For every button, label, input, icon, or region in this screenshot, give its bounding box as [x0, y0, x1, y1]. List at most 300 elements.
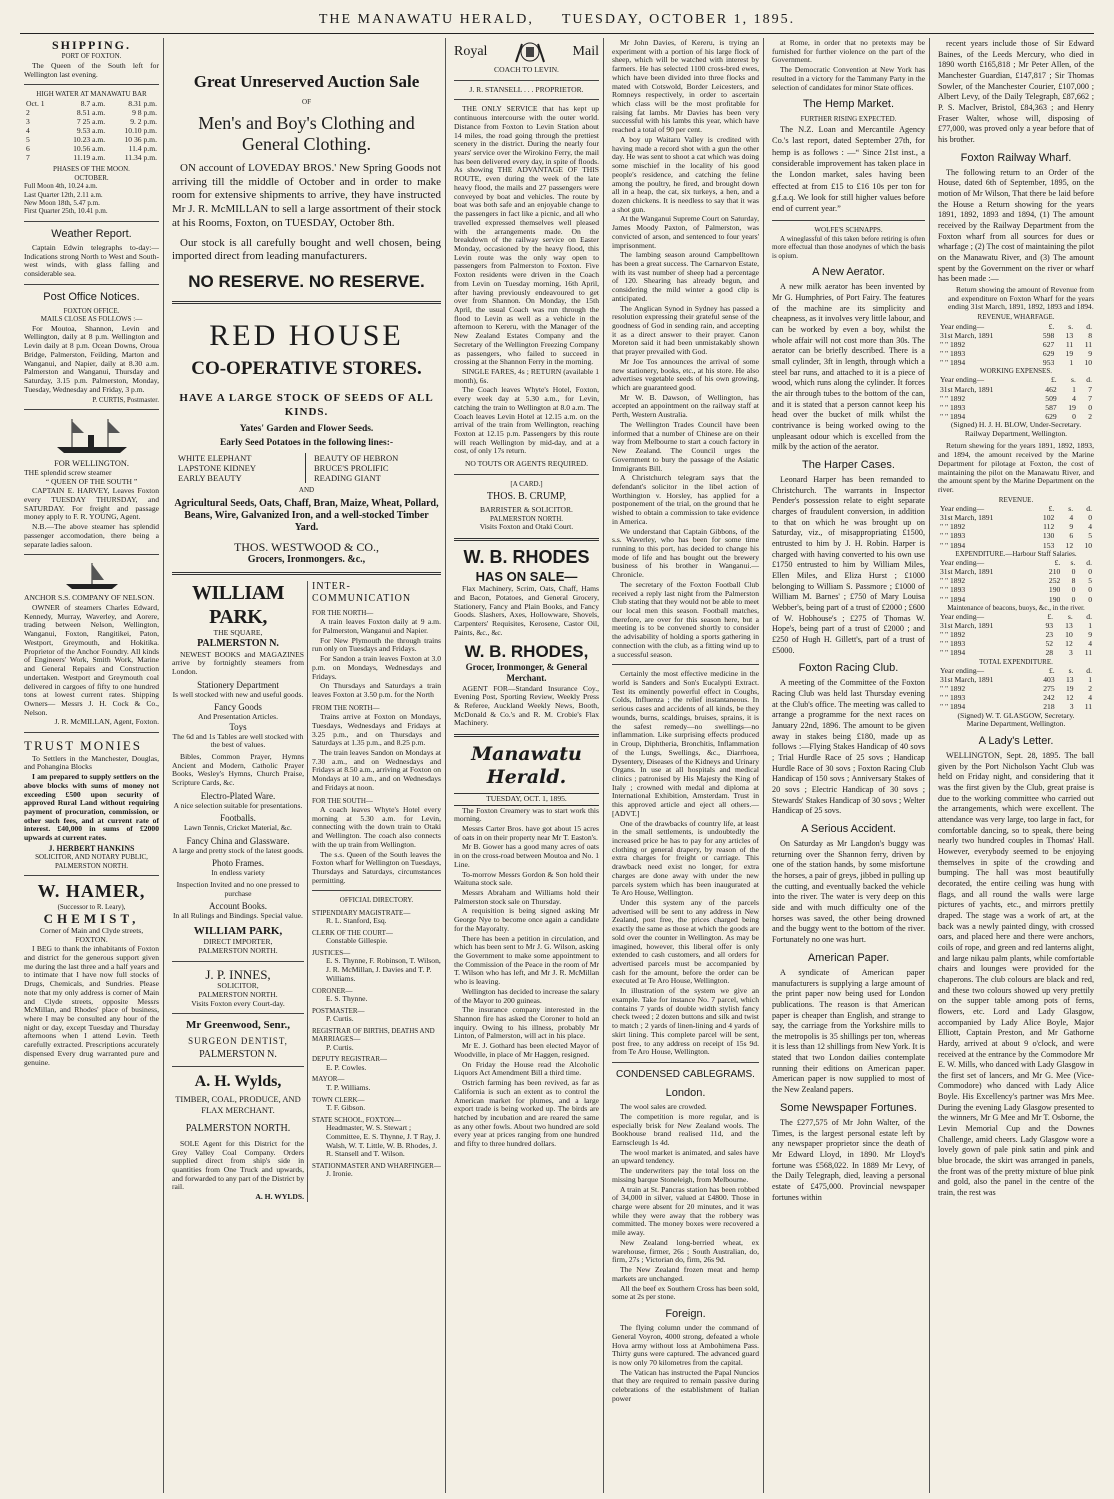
- london-title: London.: [665, 1086, 706, 1099]
- table-cell: d.: [1086, 558, 1092, 568]
- trust-sub: To Settlers in the Manchester, Douglas, and Pohangina Blocks: [24, 753, 159, 772]
- table-cell: " " 1892: [940, 630, 966, 640]
- table-cell: " " 1894: [940, 594, 966, 604]
- table-cell: 5: [1088, 531, 1092, 541]
- directory-holder: E. S. Thynne.: [326, 994, 368, 1004]
- weather-text: Captain Edwin telegraphs to-day:—Indications strong North to West and South-west winds, with glass falling and considerable sea.: [24, 242, 159, 279]
- directory-office: STATIONMASTER AND WHARFINGER—: [312, 1161, 441, 1170]
- hamer-title: W. HAMER,: [37, 881, 146, 902]
- high-water-title: HIGH WATER AT MANAWATU BAR: [36, 90, 147, 99]
- table-cell: 4: [1088, 693, 1092, 703]
- greenwood-town: PALMERSTON N.: [199, 1049, 277, 1061]
- news-1: Mr John Davies, of Kereru, is trying an experiment with a portion of his large flock of sheep, which will be watched with interest by farmers. He has selected 1100 cross-bred ewes, which have been divided into three flocks and mated with Cotswold, Border Leicesters, and Romneys respectively, in order to ascertain which class will be the most profitable for raising fat lambs. Mr Davies has been very successful with his lambs this year, which have reached a total of 90 per cent.: [612, 38, 759, 135]
- table-cell: 275: [1043, 684, 1055, 694]
- table-cell: 31st March, 1891: [940, 621, 994, 631]
- table-row: [938, 630, 1094, 639]
- table-cell: 6: [1069, 531, 1074, 541]
- table-cell: 8.7 a.m.: [80, 98, 106, 108]
- table-row: [938, 513, 1094, 522]
- official-directory: [312, 909, 441, 1179]
- table-cell: £.: [1048, 321, 1055, 331]
- directory-office: MAYOR—: [312, 1075, 345, 1084]
- table-cell: 13: [1065, 330, 1074, 340]
- table-cell: 210: [1048, 567, 1061, 577]
- from-north-2: The train leaves Sandon on Mondays at 7.30 a.m., and on Wednesdays and Fridays at 8.50 a.m., arriving at Foxton on Mondays at 10 a.m., and on Wednesdays and Fridays at noon.: [312, 748, 441, 792]
- table-cell: 252: [1048, 576, 1061, 586]
- hemp-text: The N.Z. Loan and Mercantile Agency Co.'s last report, dated September 27th, for hemp is as follows : —“ Since 21st inst., a considerable improvement has taken place in the London market, sales having been effected at from £15 to £16 10s per ton for g.f.a.q. We look for still higher values before end of current year.”: [772, 124, 925, 214]
- table-cell: d.: [1086, 504, 1092, 514]
- table-cell: 12: [1065, 693, 1074, 703]
- table-cell: s.: [1071, 375, 1076, 385]
- mail-label: Mail: [572, 43, 599, 59]
- table-cell: 627: [1042, 339, 1055, 349]
- table-row: [938, 340, 1094, 349]
- table-cell: 10.10 p.m.: [124, 125, 157, 135]
- moon-list: [24, 182, 159, 216]
- table-cell: 0: [1088, 402, 1092, 412]
- inspection: Inspection Invited and no one pressed to purchase: [176, 879, 300, 898]
- bibles-text: Bibles, Common Prayer, Hymns Ancient and Modern, Catholic Prayer Books, Wesley's Hymns, Church Praise, Scripture Cards, &c.: [172, 752, 304, 788]
- directory-holder: E. S. Thynne, F. Robinson, T. Wilson, J. R. McMillan, J. Davies and T. P. Williams.: [326, 956, 441, 983]
- table-cell: 11: [1084, 648, 1092, 658]
- table-cell: 1: [1069, 357, 1074, 367]
- herald-11: On Friday the House read the Alcoholic Liquors Act Amendment Bill a third time.: [454, 1059, 599, 1078]
- table-row: [938, 595, 1094, 604]
- south-1: A coach leaves Whyte's Hotel every morning at 5.30 a.m. for Levin, connecting with the down train to Otaki and Wellington. The coach also connects with the up train from Wellington.: [312, 805, 441, 849]
- table-cell: 9: [1069, 522, 1074, 532]
- tide-row: [24, 135, 159, 144]
- table-cell: 11.34 p.m.: [124, 153, 157, 163]
- directory-office: DEPUTY REGISTRAR—: [312, 1055, 387, 1064]
- table-cell: 242: [1043, 693, 1055, 703]
- table-row: [938, 403, 1094, 412]
- account-text: In all Rulings and Bindings. Special value.: [173, 911, 303, 921]
- table-cell: d.: [1086, 375, 1092, 385]
- table-cell: £.: [1048, 504, 1055, 514]
- foreign-title: Foreign.: [665, 1307, 706, 1320]
- table-cell: 102: [1042, 513, 1055, 523]
- account-books: Account Books.: [209, 901, 267, 912]
- hamer-location: Corner of Main and Clyde streets, FOXTON.: [39, 925, 144, 944]
- postmaster: P. CURTIS, Postmaster.: [92, 395, 159, 404]
- news-9: A Christchurch telegram says that the defendant's solicitor in the libel action of Worthington v. Horsley, has applied for a postponement of the trial, on the ground that he wished to obtain a commission to take evidence in America.: [612, 473, 759, 526]
- london-8: All the beef ex Southern Cross has been sold, some at 2s per stone.: [612, 1283, 759, 1302]
- frames-text: In endless variety: [211, 868, 265, 878]
- fortunes-title: Some Newspaper Fortunes.: [780, 1101, 917, 1114]
- auction-stock: Our stock is all carefully bought and well chosen, being imported direct from leading manufacturers.: [172, 236, 441, 263]
- port-label: PORT OF FOXTON.: [61, 52, 122, 61]
- electro-text: A nice selection suitable for presentations.: [173, 800, 303, 810]
- table-cell: " " 1893: [940, 531, 966, 541]
- wharfage-table: [938, 322, 1094, 368]
- table-cell: 153: [1042, 540, 1055, 550]
- chemist-title: CHEMIST,: [43, 911, 140, 927]
- and-label: AND: [298, 486, 315, 495]
- table-cell: 4: [1088, 522, 1092, 532]
- table-cell: " " 1893: [940, 348, 966, 358]
- table-cell: 1: [1088, 621, 1092, 631]
- coach-fares: SINGLE FARES, 4s ; RETURN (available 1 month), 6s.: [454, 367, 599, 385]
- china: Fancy China and Glassware.: [186, 835, 290, 846]
- wylds-sig: A. H. WYLDS.: [255, 1192, 304, 1202]
- table-cell: £.: [1050, 375, 1057, 385]
- directory-holder: E. P. Cowles.: [326, 1062, 367, 1072]
- news-8: The Wellington Trades Council have been informed that a number of Chinese are on their way from Melbourne to start a couch factory in New Zealand. The Council urges the Government to bury the passage of the Asiatic Immigrants Bill.: [612, 419, 759, 473]
- work-exp-title: WORKING EXPENSES.: [980, 367, 1052, 376]
- table-cell: 11.19 a.m.: [73, 153, 106, 163]
- news-5: The Anglican Synod in Sydney has passed a resolution expressing their grateful sense of the goodness of God in sending rain, and accepting it as a direct answer to their prayer. Canon Moreton said it had been unmistakably shown that prayer prevailed with God.: [612, 303, 759, 357]
- table-cell: 190: [1048, 594, 1061, 604]
- potato-right: [306, 453, 441, 484]
- wp-title: WILLIAM PARK,: [191, 581, 285, 628]
- moon-phase: First Quarter 25th, 10.41 p.m.: [24, 207, 108, 216]
- innes-title: J. P. INNES,: [205, 966, 271, 982]
- revenue-title: REVENUE.: [998, 495, 1034, 504]
- westwood-sub: Grocers, Ironmongers. &c.,: [247, 553, 366, 565]
- wylds-town: PALMERSTON NORTH.: [185, 1122, 291, 1134]
- table-cell: 8: [1071, 576, 1076, 586]
- advt-4: In illustration of the system we give an example. Take for instance No. 7 parcel, which contains 7 yards of double width stylish fancy check tweed ; 2 dozen buttons and silk and twist to match ; 2 yards of linen-lining and 4 yards of skirt lining. This complete parcel will be sent, post free, to any address on receipt of 15s 9d. from Te Aro House, Wellington.: [612, 986, 759, 1057]
- table-row: [938, 375, 1094, 384]
- table-cell: Year ending—: [940, 321, 985, 331]
- table-cell: s.: [1068, 321, 1074, 331]
- dentist-label: SURGEON DENTIST,: [188, 1035, 288, 1046]
- wharf-title: Foxton Railway Wharf.: [960, 151, 1072, 164]
- table-cell: d.: [1086, 665, 1092, 675]
- table-cell: " " 1892: [940, 576, 966, 586]
- for-north: FOR THE NORTH—: [312, 608, 374, 617]
- potato-variety: READING GIANT: [314, 472, 381, 483]
- table-row: [938, 541, 1094, 550]
- herald-12: Ostrich farming has been revived, as far as California is such an extent as to control the American market for plumes, and a large export trade is being worked up. The birds are hatched by incubation and are reared the same as any other fowls. About two hundred are sold every year at prices ranging from one hundred and fifty to three hundred dollars.: [454, 1078, 599, 1149]
- table-row: [938, 358, 1094, 367]
- intercommunication: [308, 581, 441, 1202]
- foreign-3: at Rome, in order that no pretexts may be furnished for further violence on the part of the Government.: [772, 38, 925, 65]
- table-cell: 0: [1072, 411, 1076, 421]
- china-text: A large and pretty stock of the latest goods.: [172, 845, 304, 855]
- table-cell: " " 1893: [940, 402, 966, 412]
- pilotage-revenue-table: [938, 504, 1094, 550]
- moon-phase: Full Moon 4th, 10.24 a.m.: [24, 182, 98, 191]
- table-cell: Year ending—: [940, 612, 985, 622]
- table-cell: Year ending—: [940, 375, 985, 385]
- table-cell: 218: [1043, 702, 1055, 712]
- stationery-text: Is well stocked with new and useful goods.: [172, 689, 304, 699]
- crump-card: [A CARD.]: [510, 479, 543, 488]
- table-cell: 31st March, 1891: [940, 330, 994, 340]
- table-cell: " " 1892: [940, 684, 966, 694]
- table-cell: 52: [1045, 639, 1054, 649]
- table-cell: 19: [1068, 402, 1076, 412]
- directory-holder: T. P. Williams.: [326, 1082, 371, 1092]
- table-row: [938, 322, 1094, 331]
- table-cell: 1: [1072, 384, 1076, 394]
- rhodes-has-on: HAS ON SALE—: [475, 568, 578, 584]
- table-cell: £.: [1054, 558, 1061, 568]
- table-cell: 31st March, 1891: [940, 567, 994, 577]
- paper-title: American Paper.: [807, 951, 890, 964]
- rhodes-list: Flax Machinery, Scrim, Oats, Chaff, Hams and Bacon, Potatoes, and General Grocery, Stationery, Fancy and Plain Books, and Fancy Goods. Slashers, Axes, Hollowware, Shovels, Carpenters' Requisites, Kerosene, Castor Oil, Paints, &c., &c.: [454, 584, 599, 637]
- table-cell: 10.56 a.m.: [73, 144, 106, 154]
- accident-text: On Saturday as Mr Langdon's buggy was returning over the Shannon ferry, driven by one of the station hands, by some misfortune the horses, a pair of greys, jibbed in pulling up the cutting, and eventually backed the vehicle into the river. The water is very deep on this side and with much difficulty one of the horses was saved, the other being drowned and the buggy went to the bottom of the river. Fortunately no one was hurt.: [772, 839, 925, 945]
- auction-clothing: Men's and Boy's Clothing and General Clothing.: [198, 112, 415, 155]
- crump-barrister: BARRISTER & SOLICITOR.: [480, 505, 573, 515]
- wylds-title: A. H. Wylds,: [194, 1073, 282, 1091]
- harper-text: Leonard Harper has been remanded to Christchurch. The warrants in Inspector Pender's possession relate to eight separate charges of fraudulent conversion, in addition to that on which he was brought up on Saturday, viz., of misappropriating £1500, entrusted to him by J. H. Robin. Harper is charged with having converted to his own use £1750 entrusted to him by William Miles, Ellen Miles, and Eliza Hurst ; £1000 belonging to William S. Passmore ; £1000 of William M. Barnes' ; £750 of Mary Louisa Webber's, being part of a trust of £2000 ; £600 of W. Hobhouse's ; £275 of Thomas W. Hope's, being part of a trust of £2000 ; and £250 of Hugh H. Gillett's, part of a trust of £5000.: [772, 475, 925, 655]
- london-5: A train at St. Pancras station has been robbed of 34,000 in silver, valued at £4800. Those in charge were absent for 20 minutes, and it was while they were away that the robbery was committed. The money boxes were recovered a mile away.: [612, 1184, 759, 1238]
- foreign-4: The Democratic Convention at New York has resulted in a victory for the Tammany Party in the selection of candidates for minor State offices.: [772, 65, 925, 92]
- table-cell: Year ending—: [940, 665, 985, 675]
- coach-text: THE ONLY SERVICE that has kept up continuous intercourse with the outer world. Distance from Foxton to Levin Station about 14 miles, the road going through the prettiest scenery in the district. During the nearly four years' service over the Wirokino Ferry, the mail has been delivered every day, in spite of floods. As showing THE ADVANTAGE OF THIS ROUTE, even during the week of the late heavy flood, the mails and 27 passengers were conveyed by boat and vehicles. The route by boat was both safe and an enjoyable change to the passengers in fact like a picnic, and all who travelled expressed themselves well pleased with the arrangements made. On the breakdown of the railway service on Easter Monday, occasioned by the heavy flood, this Levin route was the only way open to passengers from Palmerston to Foxton. Five Foxton residents were driven in the Coach from Levin on Tuesday morning, 16th April, after having previously endeavoured to get over from Shannon. On Monday, the 15th April, the usual Coach was run through the flood to Levin as well as a vehicle in the afternoon to Kereru, with the Manager of the New Zealand Estates Company and the Secretary of the Wellington Freezing Company as passengers, who failed to succeed in crossing at the Shannon Ferry in the morning.: [454, 104, 599, 367]
- news-2: A boy up Waitaru Valley is credited with having made a record shot with a gun the other day. He was sent to shoot a cat which was doing some mischief in the locality of his good people's residence, and catching the feline among the poultry, he fired, and brought down all in a heap, the cat, six turkeys, a hen, and a dozen chickens. It is needless to say that it was a shot gun.: [612, 134, 759, 214]
- table-cell: " " 1893: [940, 639, 966, 649]
- table-cell: 8: [1088, 330, 1092, 340]
- table-row: [938, 666, 1094, 675]
- presentation: And Presentation Articles.: [198, 712, 278, 722]
- auction-title: Great Unreserved Auction Sale: [193, 72, 420, 91]
- table-cell: 31st March, 1891: [940, 675, 994, 685]
- table-cell: 12: [1065, 540, 1074, 550]
- table-cell: 462: [1045, 384, 1057, 394]
- wp2-town: PALMERSTON NORTH.: [198, 945, 278, 955]
- innes-visit: Visits Foxton every Court-day.: [191, 998, 285, 1008]
- fortunes-text: The £277,575 of Mr John Walter, of the Times, is the largest personal estate left by any newspaper proprietor since the death of Mr Edward Lloyd, in 1890. Mr Lloyd's fortune was £568,022. In 1889 Mr Levy, of the Daily Telegraph, died, leaving a personal estate of £475,000. Provincial newspaper fortunes within: [772, 1117, 925, 1202]
- touts: NO TOUTS OR AGENTS REQUIRED.: [464, 459, 589, 469]
- potato-variety: EARLY BEAUTY: [178, 472, 242, 483]
- herald-6: A requisition is being signed asking Mr George Nye to become once again a candidate for the Mayoralty.: [454, 906, 599, 933]
- table-cell: 5: [26, 135, 30, 145]
- table-cell: 8.31 p.m.: [128, 98, 157, 108]
- news-7: Mr W. B. Dawson, of Wellington, has accepted an appointment on the railway staff at Perth, Western Australia.: [612, 392, 759, 420]
- directory-office: POSTMASTER—: [312, 1006, 365, 1015]
- table-cell: Oct. 1: [26, 98, 45, 108]
- beacons-table: [938, 612, 1094, 658]
- crump-title: THOS. B. CRUMP,: [486, 491, 567, 503]
- london-6: New Zealand long-berried wheat, ex warehouse, firmer, 26s ; South Australian, do, firm, 27s ; Victorian do, firm, 26s 9d.: [612, 1237, 759, 1265]
- wp2-importer: DIRECT IMPORTER,: [203, 937, 273, 947]
- table-row: [938, 684, 1094, 693]
- table-cell: 0: [1071, 594, 1076, 604]
- table-cell: 5: [1088, 576, 1092, 586]
- north-4: On Thursdays and Saturdays a train leaves Foxton at 3.50 p.m. for the North: [312, 681, 441, 700]
- table-cell: " " 1892: [940, 339, 966, 349]
- hamer-sub: (Successor to R. Leary),: [57, 902, 126, 911]
- table-cell: " " 1892: [940, 522, 966, 532]
- table-cell: 0: [1088, 567, 1092, 577]
- total-title: TOTAL EXPENDITURE.: [979, 657, 1053, 666]
- post-office: FOXTON OFFICE.: [63, 306, 120, 315]
- directory-office: STATE SCHOOL, FOXTON—: [312, 1115, 401, 1124]
- table-cell: 8.51 a.m.: [76, 107, 106, 117]
- news-11: The secretary of the Foxton Football Club received a reply last night from the Palmerston Club stating that they would not be able to meet our local men this season. Football matches, therefore, are over for this season here, but a meeting is to be convened shortly to consider the advisability of holding a sports gathering in connection with the club, as a fitting wind up to a successful season.: [612, 579, 759, 659]
- table-cell: 4: [1072, 393, 1076, 403]
- trust-text: I am prepared to supply settlers on the above blocks with sums of money not exceeding £500 upon security of approved Rural Land without requiring payment of procuration, commission, or other such fees, and at current rate of interest. £40,000 in sums of £2000 upwards at current rates.: [24, 772, 159, 843]
- table-cell: 7 25 a.m.: [76, 116, 106, 126]
- column-3: [450, 38, 604, 1493]
- table-cell: 11: [1065, 339, 1074, 349]
- herald-4: To-morrow Messrs Gordon & Son hold their Waituna stock sale.: [454, 869, 599, 888]
- tide-row: [24, 117, 159, 126]
- table-row: [938, 585, 1094, 594]
- table-row: [938, 522, 1094, 531]
- table-cell: 0: [1071, 585, 1076, 595]
- mails-text: For Moutoa, Shannon, Levin and Wellington, daily at 8 p.m. Wellington and Levin daily at 8 p.m. Ocean Downs, Oroua Bridge, Palmerston, Feilding, Marton and Wanganui, and Napier, daily at 8.30 a.m. Palmerston and Wanganui, Thursday and Saturday, 3.15 p.m. Palmerston, Monday, Tuesday, Wednesday and Friday, 3 p.m.: [24, 323, 159, 394]
- aerator-text: A new milk aerator has been invented by Mr G. Humphries, of Port Fairy. The features of the machine are its simplicity and cheapness, as it involves very little labour, and can be worked by even a boy, whilst the whole affair will not cost more than 30s. The aerator can be briefly described. There is a small cylinder, 3ft in length, through which a steel bar runs, and attached to it is a piece of wood, which runs along the cylinder. It forces the air through tubes to the bottom of the can, and it is stated that a person cannot keep his head over the bucket of milk whilst the contrivance is being worked owing to the unpleasant odour which is excelled from the milk by the action of the aerator.: [772, 282, 925, 452]
- table-cell: 629: [1042, 348, 1055, 358]
- directory-office: CLERK OF THE COURT—: [312, 928, 393, 937]
- aerator-title: A New Aerator.: [812, 266, 885, 279]
- fortunes-cont: recent years include those of Sir Edward Baines, of the Leeds Mercury, who died in 1890 worth £165,818 ; Mr Peter Allen, of the Manchester Guardian, £147,817 ; Sir Thomas Sowler, of the Manchester Courier, £107,000 ; Albert Levy, of the Daily Telegraph, £87,662 ; P. S. Maclver, Bristol, £84,363 ; and Henry Fraser Walter, whose will, disposing of £77,000, was proved only a year before that of his brother.: [938, 39, 1094, 144]
- wylds-text: SOLE Agent for this District for the Grey Valley Coal Company. Orders supplied direct from ship's side in quantities from One Truck and upwards, and forwarded to any part of the District by rail.: [172, 1138, 305, 1192]
- table-cell: 12: [1065, 639, 1073, 649]
- table-cell: 7: [26, 153, 30, 163]
- directory-holder: Constable Gillespie.: [326, 936, 388, 946]
- column-4: [608, 38, 764, 1493]
- table-cell: 9.53 a.m.: [76, 125, 106, 135]
- table-row: [938, 576, 1094, 585]
- table-cell: 629: [1045, 411, 1057, 421]
- directory-office: JUSTICES—: [312, 949, 351, 958]
- table-cell: 112: [1043, 522, 1055, 532]
- table-cell: 93: [1045, 621, 1054, 631]
- tide-row: [24, 144, 159, 153]
- anchor-title: ANCHOR S.S. COMPANY OF NELSON.: [24, 593, 155, 603]
- post-title: Post Office Notices.: [43, 290, 140, 303]
- potatoes-line: Early Seed Potatoes in the following lines:-: [219, 438, 394, 449]
- table-cell: s.: [1068, 504, 1074, 514]
- table-cell: 10 36 p.m.: [124, 135, 157, 145]
- wp-text: NEWEST BOOKS and MAGAZINES arrive by fortnightly steamers from London.: [172, 649, 304, 677]
- from-north: FROM THE NORTH—: [312, 703, 380, 712]
- greenwood-title: Mr Greenwood, Senr.,: [186, 1019, 290, 1032]
- directory-holder: Headmaster, W. S. Stewart ; Committee, E. S. Thynne, J. T Ray, J. Walsh, W. T. Little, W. B. Rhodes, J. R. Stansell and T. Wilson.: [326, 1123, 441, 1159]
- toys-text: The 6d and 1s Tables are well stocked with the best of values.: [172, 731, 304, 750]
- stationery: Stationery Department: [197, 679, 279, 690]
- table-row: [938, 648, 1094, 657]
- directory-holder: P. Curtis.: [326, 1014, 354, 1024]
- royal-label: Royal: [454, 43, 488, 59]
- moon-phase: New Moon 18th, 5.47 p.m.: [24, 198, 100, 207]
- rail-dept: Railway Department, Wellington.: [964, 428, 1068, 438]
- table-cell: 2: [1088, 411, 1092, 421]
- table-cell: Year ending—: [940, 504, 985, 514]
- stansell: J. R. STANSELL . . . PROPRIETOR.: [469, 84, 584, 94]
- column-5: [768, 38, 930, 1493]
- table-row: [938, 394, 1094, 403]
- table-row: [938, 621, 1094, 630]
- directory-office: STIPENDIARY MAGISTRATE—: [312, 908, 411, 917]
- crump-town: PALMERSTON NORTH.: [489, 515, 564, 524]
- rhodes-title-2: W. B. RHODES,: [464, 641, 589, 661]
- table-cell: 31st March, 1891: [940, 513, 994, 523]
- herald-masthead: Manawatu Herald.: [471, 743, 582, 788]
- innes-sol: SOLICITOR,: [217, 981, 259, 991]
- mails-heading: MAILS CLOSE AS FOLLOWS :—: [40, 315, 143, 324]
- table-cell: 10: [1084, 540, 1092, 550]
- accident-title: A Serious Accident.: [801, 822, 896, 835]
- table-row: [938, 693, 1094, 702]
- splendid: THE splendid screw steamer: [24, 467, 112, 477]
- table-row: [938, 675, 1094, 684]
- rhodes-sub: Grocer, Ironmonger, & General Merchant.: [465, 662, 588, 683]
- advt-2: One of the drawbacks of country life, at least in the small settlements, is undoubtedly the increased price he has to pay for any articles of clothing or general drapery, by reason of the extra charges for freight or carriage. This drawback need exist no longer, for extra charges are done away with under the new parcels system which has been inaugurated at Te Aro House, Wellington.: [612, 818, 759, 898]
- table-cell: 9 8 p.m.: [132, 107, 157, 117]
- table-cell: d.: [1086, 321, 1092, 331]
- agri-line: Agricultural Seeds, Oats, Chaff, Bran, Maize, Wheat, Pollard, Beans, Wire, Galvanized Iron, and a well-stocked Timber Yard.: [174, 497, 439, 533]
- rhodes-agent: AGENT FOR—Standard Insurance Coy., Evening Post, Sporting Review, Weekly Press & Referee, Auckland Weekly News, Booth, McDonald & Co.'s and R. M. Crobie's Flax Machinery.: [454, 683, 599, 728]
- moon-month: OCTOBER.: [74, 173, 109, 182]
- table-cell: 0: [1088, 585, 1092, 595]
- table-cell: 953: [1042, 357, 1055, 367]
- table-cell: 509: [1045, 393, 1057, 403]
- cables-title: CONDENSED CABLEGRAMS.: [616, 1068, 755, 1080]
- table-cell: 1: [1088, 675, 1092, 685]
- table-cell: 11: [1084, 702, 1092, 712]
- wolfe-title: WOLFE'S SCHNAPPS.: [814, 225, 883, 234]
- moon-title: PHASES OF THE MOON.: [53, 165, 130, 174]
- rev-wharf-title: REVENUE, WHARFAGE.: [977, 313, 1055, 322]
- auction-text: ON account of LOVEDAY BROS.' New Spring Goods not arriving till the middle of October and in order to make room for extensive shipments to arrive, they have instructed Mr J. R. McMILLAN to sell a large assortment of their stock at his Rooms, Foxton, on TUESDAY, October 8th.: [172, 161, 441, 229]
- tide-row: [24, 99, 159, 108]
- directory-holder: R. L. Stanford, Esq.: [326, 916, 387, 926]
- hemp-sub: FURTHER RISING EXPECTED.: [800, 114, 897, 123]
- signed-1: (Signed) H. J. H. BLOW, Under-Secretary.: [950, 420, 1082, 429]
- london-2: The competition is more regular, and is especially brisk for New Zealand wools. The Bookhouse brand realised 11d, and the Earnscleugh 1s 4d.: [612, 1111, 759, 1147]
- table-cell: 7: [1088, 384, 1092, 394]
- table-cell: 6: [26, 144, 30, 154]
- table-cell: 4: [1088, 639, 1092, 649]
- table-cell: 0: [1088, 513, 1092, 523]
- for-south: FOR THE SOUTH—: [312, 796, 373, 805]
- lady-text: WELLINGTON, Sept. 28, 1895. The ball given by the Port Nicholson Yacht Club was held on Friday night, and considering that it was the first given by the Club, great praise is due to the working committee who carried out the arrangements, which were excellent. The attendance was very large, too large in fact, for comfortable dancing, so to speak, there being nearly two hundred couples in Thomas' Hall. However, everybody seemed to be enjoying themselves in spite of the crowding and bumping. The hall was most beautifully decorated, the entire ceiling was hung with flags, and all round the walls were large pictures of yachts, etc., and mirrors prettily draped. The stage was a work of art, at the back was a newly painted dingy, with crossed oars, and placed here and there were anchors, coils of rope, and green and red lanterns alight, and large nikau palm plants, while comfortable chairs and lounges were provided for the chaperons. The club colours are black and red, and these two colours showed up very prettily on the supper table among pots of ferns, flowers, etc. Lord and Lady Glasgow, accompanied by Lady Alice Boyle, Major Elliott, Captain Preston, and Mr Gathorne Hardy, arrived at about 9 o'clock, and were received at the entrance by the Commodore Mr E. W. Mills, who danced with Lady Glasgow in the first set of lancers, and Mr G. Mee (Vice-Commodore) who danced with Lady Alice Boyle. His Excellency's partner was Mrs Mee. During the evening Lady Glasgow presented to the winners, Mr G Mee and Mr T. Osborne, the Levin Memorial Cup and the Downes Challenge, amid cheers. Lady Glasgow wore a lovely gown of pale pink satin and pink and blue brocade, the skirt was arranged in panels, the front was of the pretty mixture of blue pink and gold, also the panel in the centre of the train, the rest was: [938, 751, 1094, 1198]
- park-ad: [172, 581, 308, 1202]
- directory-office: REGISTRAR OF BIRTHS, DEATHS AND MARRIAGES—: [312, 1026, 435, 1044]
- directory-holder: P. Curtis.: [326, 1042, 354, 1052]
- footballs: Footballs.: [220, 813, 256, 824]
- table-row: [938, 349, 1094, 358]
- herald-7: There has been a petition in circulation, and which has been sent to Mr J. G. Wilson, asking the Government to make some appointment to the Commission of the Peace in the room of Mr T. Wilson who has left, and Mr J. R. McMillan who is leaving.: [454, 933, 599, 987]
- herald-2: Messrs Carter Bros. have got about 15 acres of oats in on their property near Mr T. Easton's.: [454, 823, 599, 842]
- table-row: [938, 612, 1094, 621]
- table-cell: 0: [1071, 567, 1076, 577]
- seeds-title: HAVE A LARGE STOCK OF SEEDS OF ALL KINDS.: [179, 392, 434, 418]
- red-house-title: RED HOUSE: [209, 318, 404, 352]
- queen-name: “ QUEEN OF THE SOUTH ”: [45, 476, 138, 486]
- herald-date: TUESDAY, OCT. 1, 1895.: [454, 793, 599, 806]
- table-cell: 598: [1042, 330, 1055, 340]
- news-3: At the Wanganui Supreme Court on Saturday, James Moody Paxton, of Palmerston, was convicted of arson, and sentenced to four years' imprisonment.: [612, 214, 760, 250]
- park-inter-row: [172, 581, 441, 1202]
- return-1: Return showing the amount of Revenue from and expenditure on Foxton Wharf for the years ending 31st March, 1891, 1892, 1893 and 1894.: [948, 284, 1094, 312]
- return-2: Return shewing for the years 1891, 1892, 1893, and 1894, the amount received by the Marine Department for pilotage at Foxton, the cost of maintaining the pilot on the Manawatu River, and the amount spent by the Marine Department on the river.: [938, 441, 1094, 495]
- anchor-agent: J. R. McMILLAN, Agent, Foxton.: [54, 717, 159, 727]
- masthead: [20, 8, 1094, 34]
- news-4: The lambing season around Campbelltown has been a great success. The Carnarvon Estate, with its vast number of sheep had a percentage of 120. Shearing has already begun, and considering the mild winter a good clip is anticipated.: [612, 250, 759, 303]
- table-cell: 9. 2 p.m.: [130, 116, 157, 126]
- nb-text: N.B.—The above steamer has splendid passenger accomodation, there being a separate ladies saloon.: [24, 522, 159, 549]
- foreign-2: The Vatican has instructed the Papal Nuncios that they are required to remain passive during celebrations of the establishment of Italian power: [612, 1367, 759, 1403]
- potato-varieties: [172, 453, 441, 484]
- herald-5: Messrs Abraham and Williams hold their Palmerston stock sale on Thursday.: [454, 887, 599, 906]
- table-cell: 403: [1043, 675, 1055, 685]
- table-cell: " " 1894: [940, 357, 966, 367]
- table-row: [938, 558, 1094, 567]
- potato-variety: BEAUTY OF HEBRON: [314, 452, 399, 463]
- table-cell: " " 1894: [940, 411, 966, 421]
- table-cell: " " 1894: [940, 648, 966, 658]
- tide-row: [24, 153, 159, 162]
- table-row: [938, 504, 1094, 513]
